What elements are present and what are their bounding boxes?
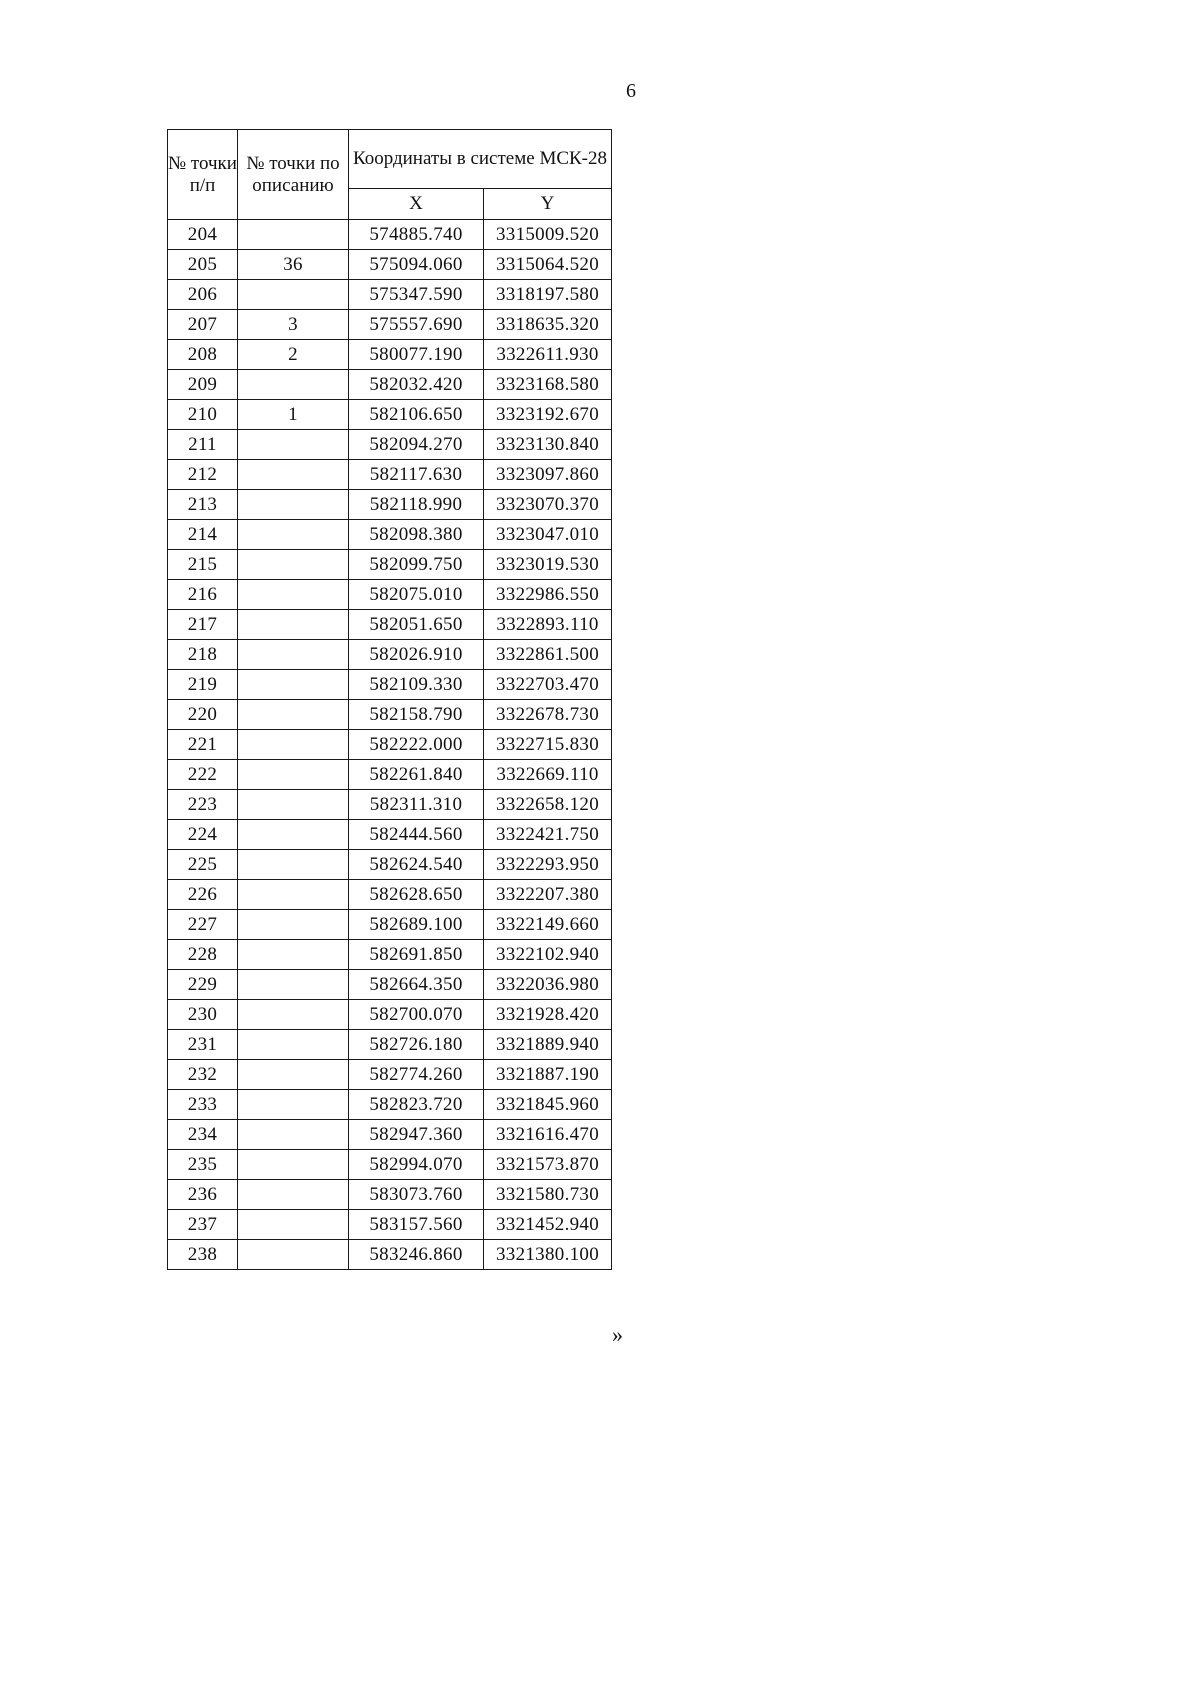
cell-description-point-number: 36: [238, 250, 349, 280]
table-row: [168, 250, 612, 280]
cell-y: 3323019.530: [484, 550, 612, 580]
cell-x: 582094.270: [349, 430, 484, 460]
cell-point-number: 213: [168, 490, 238, 520]
cell-description-point-number: 3: [238, 310, 349, 340]
cell-x: 575557.690: [349, 310, 484, 340]
cell-point-number: 214: [168, 520, 238, 550]
cell-y: 3321887.190: [484, 1060, 612, 1090]
cell-description-point-number: [238, 970, 349, 1000]
table-row: [168, 610, 612, 640]
cell-point-number: 222: [168, 760, 238, 790]
table-row: [168, 340, 612, 370]
cell-x: 582689.100: [349, 910, 484, 940]
cell-y: 3321889.940: [484, 1030, 612, 1060]
cell-y: 3321580.730: [484, 1180, 612, 1210]
cell-y: 3322986.550: [484, 580, 612, 610]
table-row: [168, 880, 612, 910]
cell-description-point-number: [238, 520, 349, 550]
cell-point-number: 211: [168, 430, 238, 460]
cell-point-number: 236: [168, 1180, 238, 1210]
table-row: [168, 400, 612, 430]
table-row: [168, 970, 612, 1000]
cell-x: 582098.380: [349, 520, 484, 550]
cell-y: 3321452.940: [484, 1210, 612, 1240]
table-body: [168, 220, 612, 1270]
cell-description-point-number: [238, 1150, 349, 1180]
cell-description-point-number: [238, 910, 349, 940]
table-row: [168, 490, 612, 520]
cell-x: 582117.630: [349, 460, 484, 490]
cell-x: 574885.740: [349, 220, 484, 250]
table-row: [168, 430, 612, 460]
cell-y: 3322703.470: [484, 670, 612, 700]
cell-x: 583157.560: [349, 1210, 484, 1240]
cell-point-number: 209: [168, 370, 238, 400]
table-row: [168, 460, 612, 490]
cell-y: 3318197.580: [484, 280, 612, 310]
cell-point-number: 208: [168, 340, 238, 370]
cell-description-point-number: [238, 370, 349, 400]
cell-description-point-number: [238, 700, 349, 730]
cell-point-number: 220: [168, 700, 238, 730]
cell-description-point-number: [238, 280, 349, 310]
cell-x: 582823.720: [349, 1090, 484, 1120]
cell-point-number: 232: [168, 1060, 238, 1090]
cell-description-point-number: [238, 1060, 349, 1090]
table-row: [168, 640, 612, 670]
cell-description-point-number: [238, 1090, 349, 1120]
cell-x: 580077.190: [349, 340, 484, 370]
table-row: [168, 1240, 612, 1270]
cell-x: 582774.260: [349, 1060, 484, 1090]
cell-y: 3322293.950: [484, 850, 612, 880]
cell-y: 3321845.960: [484, 1090, 612, 1120]
cell-y: 3322421.750: [484, 820, 612, 850]
cell-y: 3323130.840: [484, 430, 612, 460]
table-row: [168, 280, 612, 310]
cell-point-number: 234: [168, 1120, 238, 1150]
cell-y: 3323192.670: [484, 400, 612, 430]
cell-y: 3322893.110: [484, 610, 612, 640]
cell-description-point-number: [238, 730, 349, 760]
table-row: [168, 520, 612, 550]
table-row: [168, 730, 612, 760]
cell-x: 582075.010: [349, 580, 484, 610]
cell-point-number: 217: [168, 610, 238, 640]
cell-point-number: 225: [168, 850, 238, 880]
cell-x: 583246.860: [349, 1240, 484, 1270]
cell-point-number: 204: [168, 220, 238, 250]
cell-y: 3322715.830: [484, 730, 612, 760]
cell-x: 582026.910: [349, 640, 484, 670]
cell-point-number: 215: [168, 550, 238, 580]
cell-y: 3323070.370: [484, 490, 612, 520]
cell-point-number: 205: [168, 250, 238, 280]
cell-point-number: 233: [168, 1090, 238, 1120]
cell-point-number: 231: [168, 1030, 238, 1060]
cell-description-point-number: [238, 940, 349, 970]
cell-x: 582444.560: [349, 820, 484, 850]
cell-x: 582118.990: [349, 490, 484, 520]
closing-quote-mark: »: [612, 1322, 623, 1347]
cell-description-point-number: [238, 1210, 349, 1240]
cell-point-number: 212: [168, 460, 238, 490]
table-row: [168, 220, 612, 250]
cell-point-number: 218: [168, 640, 238, 670]
cell-x: 582106.650: [349, 400, 484, 430]
cell-y: 3322669.110: [484, 760, 612, 790]
cell-y: 3315064.520: [484, 250, 612, 280]
cell-x: 582947.360: [349, 1120, 484, 1150]
table-row: [168, 580, 612, 610]
cell-description-point-number: [238, 490, 349, 520]
cell-description-point-number: [238, 1030, 349, 1060]
table-row: [168, 1120, 612, 1150]
cell-x: 582032.420: [349, 370, 484, 400]
cell-x: 582624.540: [349, 850, 484, 880]
cell-y: 3322678.730: [484, 700, 612, 730]
cell-description-point-number: [238, 790, 349, 820]
cell-point-number: 226: [168, 880, 238, 910]
cell-description-point-number: [238, 1240, 349, 1270]
cell-description-point-number: [238, 1120, 349, 1150]
cell-x: 582222.000: [349, 730, 484, 760]
cell-point-number: 216: [168, 580, 238, 610]
cell-description-point-number: [238, 850, 349, 880]
cell-y: 3323097.860: [484, 460, 612, 490]
table-row: [168, 1000, 612, 1030]
table-row: [168, 1090, 612, 1120]
cell-x: 582726.180: [349, 1030, 484, 1060]
table-row: [168, 1030, 612, 1060]
cell-description-point-number: [238, 880, 349, 910]
cell-y: 3322102.940: [484, 940, 612, 970]
cell-y: 3321928.420: [484, 1000, 612, 1030]
cell-x: 582051.650: [349, 610, 484, 640]
cell-y: 3318635.320: [484, 310, 612, 340]
cell-point-number: 235: [168, 1150, 238, 1180]
cell-x: 575094.060: [349, 250, 484, 280]
cell-description-point-number: 1: [238, 400, 349, 430]
cell-y: 3322611.930: [484, 340, 612, 370]
cell-x: 582628.650: [349, 880, 484, 910]
page-number: 6: [626, 80, 636, 102]
cell-y: 3321616.470: [484, 1120, 612, 1150]
header-x: X: [349, 189, 484, 220]
cell-description-point-number: [238, 1000, 349, 1030]
cell-point-number: 228: [168, 940, 238, 970]
cell-description-point-number: [238, 820, 349, 850]
table-row: [168, 550, 612, 580]
cell-x: 582691.850: [349, 940, 484, 970]
cell-y: 3322149.660: [484, 910, 612, 940]
cell-point-number: 229: [168, 970, 238, 1000]
cell-point-number: 206: [168, 280, 238, 310]
table-row: [168, 310, 612, 340]
cell-description-point-number: [238, 610, 349, 640]
cell-y: 3323047.010: [484, 520, 612, 550]
cell-description-point-number: [238, 640, 349, 670]
cell-point-number: 219: [168, 670, 238, 700]
table-row: [168, 1060, 612, 1090]
cell-description-point-number: [238, 460, 349, 490]
cell-x: 582664.350: [349, 970, 484, 1000]
table-row: [168, 1210, 612, 1240]
header-y: Y: [484, 189, 612, 220]
cell-y: 3322658.120: [484, 790, 612, 820]
header-description-point-number: № точки по описанию: [238, 130, 349, 220]
cell-point-number: 230: [168, 1000, 238, 1030]
cell-point-number: 238: [168, 1240, 238, 1270]
header-point-number: № точки п/п: [168, 130, 238, 220]
table-row: [168, 370, 612, 400]
table-row: [168, 1150, 612, 1180]
table-row: [168, 910, 612, 940]
cell-x: 583073.760: [349, 1180, 484, 1210]
table-row: [168, 790, 612, 820]
cell-y: 3322036.980: [484, 970, 612, 1000]
table-row: [168, 850, 612, 880]
cell-description-point-number: 2: [238, 340, 349, 370]
cell-point-number: 221: [168, 730, 238, 760]
cell-y: 3322207.380: [484, 880, 612, 910]
cell-point-number: 207: [168, 310, 238, 340]
coordinates-table: [167, 129, 612, 1270]
cell-y: 3322861.500: [484, 640, 612, 670]
table-row: [168, 820, 612, 850]
cell-y: 3315009.520: [484, 220, 612, 250]
table-row: [168, 1180, 612, 1210]
cell-x: 582700.070: [349, 1000, 484, 1030]
cell-point-number: 223: [168, 790, 238, 820]
cell-description-point-number: [238, 670, 349, 700]
cell-description-point-number: [238, 1180, 349, 1210]
header-coordinate-system: Координаты в системе МСК-28: [349, 130, 612, 189]
cell-x: 582311.310: [349, 790, 484, 820]
cell-description-point-number: [238, 550, 349, 580]
cell-y: 3321380.100: [484, 1240, 612, 1270]
cell-description-point-number: [238, 220, 349, 250]
table-row: [168, 940, 612, 970]
table-row: [168, 760, 612, 790]
cell-point-number: 227: [168, 910, 238, 940]
table-row: [168, 700, 612, 730]
cell-y: 3323168.580: [484, 370, 612, 400]
cell-point-number: 237: [168, 1210, 238, 1240]
cell-y: 3321573.870: [484, 1150, 612, 1180]
cell-x: 582158.790: [349, 700, 484, 730]
cell-x: 582109.330: [349, 670, 484, 700]
cell-x: 582261.840: [349, 760, 484, 790]
cell-description-point-number: [238, 430, 349, 460]
cell-description-point-number: [238, 580, 349, 610]
cell-point-number: 224: [168, 820, 238, 850]
table-row: [168, 670, 612, 700]
cell-x: 575347.590: [349, 280, 484, 310]
cell-x: 582994.070: [349, 1150, 484, 1180]
cell-description-point-number: [238, 760, 349, 790]
cell-x: 582099.750: [349, 550, 484, 580]
cell-point-number: 210: [168, 400, 238, 430]
